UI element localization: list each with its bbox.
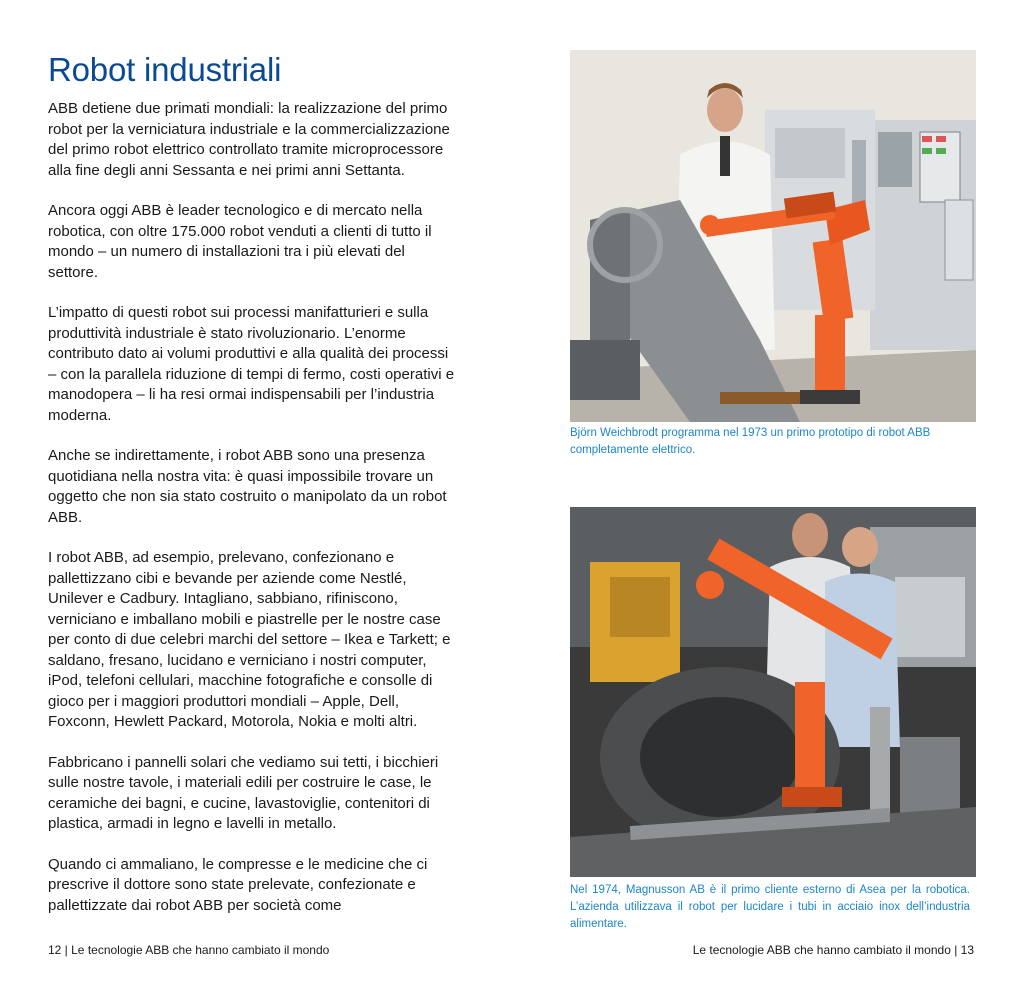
paragraph: ABB detiene due primati mondiali: la realizzazione del primo robot per la verniciatura industriale e la commercializzazione del primo robot elettrico controllato tramite microprocessore alla fine degli anni Sessanta e nei primi anni Settanta. bbox=[48, 100, 450, 179]
footer-right: Le tecnologie ABB che hanno cambiato il mondo | 13 bbox=[692, 943, 974, 957]
left-column bbox=[48, 50, 458, 936]
paragraph: Fabbricano i pannelli solari che vediamo sui tetti, i bicchieri sulle nostre tavole, i materiali edili per costruire le case, le ceramiche dei bagni, e cucine, lavastoviglie, contenitori di plastica, armadi in legno e lavelli in metallo. bbox=[48, 753, 439, 832]
paragraph: I robot ABB, ad esempio, prelevano, confezionano e pallettizzano cibi e bevande per aziende come Nestlé, Unilever e Cadbury. Intagliano, sabbiano, rifiniscono, verniciano e imballano mobili e piastrelle per le nostre case per conto di due celebri marchi del settore – Ikea e Tarkett; e saldano, fresano, lucidano e verniciano i nostri computer, iPod, telefoni cellulari, macchine fotografiche e consolle di gioco per i maggiori produttori mondiali – Apple, Dell, Foxconn, Hewlett Packard, Motorola, Nokia e molti altri. bbox=[48, 549, 451, 730]
photo-weichbrodt bbox=[570, 50, 976, 422]
page-title: Robot industriali bbox=[48, 51, 282, 88]
footer-left: 12 | Le tecnologie ABB che hanno cambiato il mondo bbox=[48, 943, 330, 957]
photo-illustration bbox=[570, 507, 976, 877]
paragraph: Anche se indirettamente, i robot ABB sono una presenza quotidiana nella nostra vita: è quasi impossibile trovare un oggetto che non sia stato costruito o manipolato da un robot ABB. bbox=[48, 447, 447, 526]
paragraph: Ancora oggi ABB è leader tecnologico e di mercato nella robotica, con oltre 175.000 robot venduti a clienti di tutto il mondo – un numero di installazioni tra i più elevati del settore. bbox=[48, 202, 432, 281]
photo-caption: Björn Weichbrodt programma nel 1973 un primo prototipo di robot ABB completamente elettrico. bbox=[570, 427, 931, 456]
photo-illustration bbox=[570, 50, 976, 422]
body-text bbox=[48, 99, 458, 916]
paragraph: L’impatto di questi robot sui processi manifatturieri e sulla produttività industriale è stato rivoluzionario. L’enorme contributo dato ai volumi produttivi e alla qualità dei processi – con la parallela riduzione di tempi di fermo, costi operativi e manodopera – li ha resi ormai indispensabili per l’industria moderna. bbox=[48, 304, 455, 424]
photo-magnusson bbox=[570, 507, 976, 877]
paragraph: Quando ci ammaliano, le compresse e le medicine che ci prescrive il dottore sono state prelevate, confezionate e pallettizzate dai robot ABB per società come bbox=[48, 855, 428, 914]
photo-caption: Nel 1974, Magnusson AB è il primo cliente esterno di Asea per la robotica. L’azienda utilizzava il robot per lucidare i tubi in acciaio inox dell’industria alimentare. bbox=[570, 884, 970, 930]
